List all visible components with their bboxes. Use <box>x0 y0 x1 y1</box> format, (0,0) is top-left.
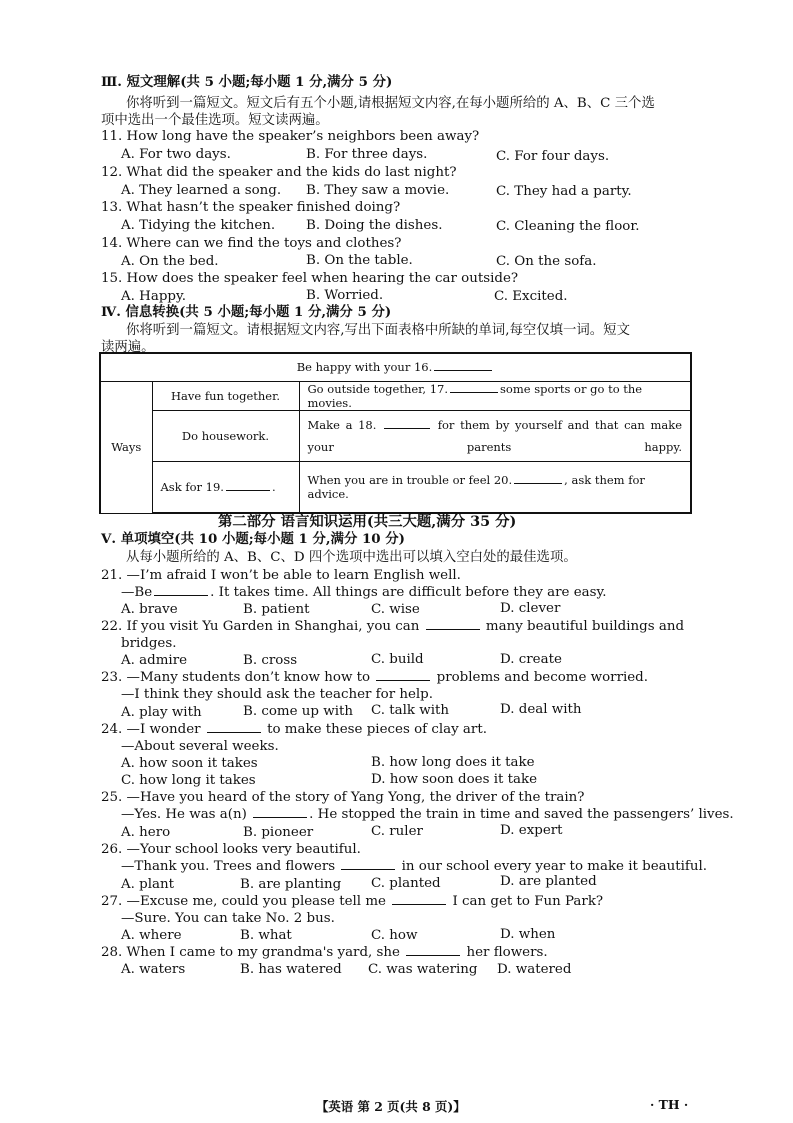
option-a: A. Happy. <box>121 289 187 304</box>
question-27-line1 <box>101 893 603 910</box>
question-stem: 12. What did the speaker and the kids do last night? <box>101 165 457 180</box>
detail-text-pre: Make a 18. <box>307 417 377 432</box>
page-footer: 【英语 第 2 页(共 8 页)】 <box>316 1099 466 1114</box>
line-text-post: her flowers. <box>466 945 548 960</box>
question-24-line2: —About several weeks. <box>121 739 279 754</box>
question-28-line1 <box>101 944 548 961</box>
option-d: D. are planted <box>500 874 597 889</box>
option-b: B. cross <box>243 653 298 668</box>
option-a: A. brave <box>121 602 178 617</box>
line-text-pre: —Be <box>121 585 153 600</box>
line-text-post: problems and become worried. <box>436 670 649 685</box>
option-c: C. talk with <box>371 703 450 718</box>
question-23-line2: —I think they should ask the teacher for help. <box>121 687 434 702</box>
option-d: D. when <box>500 927 556 942</box>
option-a: A. play with <box>121 705 202 720</box>
option-c: C. wise <box>371 602 420 617</box>
option-b: B. what <box>240 928 292 943</box>
way-text-post: . <box>271 479 276 494</box>
section3-instruction-1: 你将听到一篇短文。短文后有五个小题,请根据短文内容,在每小题所给的 A、B、C 三个选 <box>126 96 655 111</box>
option-c: C. how long it takes <box>121 773 256 788</box>
way-cell <box>152 381 299 410</box>
detail-cell <box>299 381 691 410</box>
line-text-pre: 27. —Excuse me, could you please tell me <box>101 894 386 909</box>
answer-blank[interactable] <box>341 868 395 870</box>
way-text: Do housework. <box>181 428 270 443</box>
option-b: B. They saw a movie. <box>306 183 450 198</box>
answer-blank[interactable] <box>253 816 307 818</box>
option-b: B. has watered <box>240 962 342 977</box>
answer-blank[interactable] <box>207 731 261 733</box>
question-25-line1: 25. —Have you heard of the story of Yang Yong, the driver of the train? <box>101 790 585 805</box>
section4-instruction-1: 你将听到一篇短文。请根据短文内容,写出下面表格中所缺的单词,每空仅填一词。短文 <box>126 323 630 338</box>
question-21-line2 <box>121 584 607 601</box>
line-text-pre: —Thank you. Trees and flowers <box>121 859 336 874</box>
detail-text-pre: Go outside together, 17. <box>307 381 448 396</box>
line-text-post: many beautiful buildings and <box>485 619 685 634</box>
section3-heading: Ⅲ. 短文理解(共 5 小题;每小题 1 分,满分 5 分) <box>101 74 393 90</box>
option-b: B. For three days. <box>306 147 428 162</box>
question-25-line2 <box>121 806 734 823</box>
answer-blank-16[interactable] <box>434 369 492 371</box>
line-text-post: to make these pieces of clay art. <box>267 722 487 737</box>
option-c: C. They had a party. <box>496 184 632 199</box>
detail-cell <box>299 461 691 513</box>
option-d: D. create <box>500 652 562 667</box>
answer-blank-18[interactable] <box>384 427 430 429</box>
question-21-line1: 21. —I’m afraid I won’t be able to learn English well. <box>101 568 461 583</box>
line-text-pre: 28. When I came to my grandma's yard, she <box>101 945 400 960</box>
table-header-text: Be happy with your 16. <box>296 360 433 375</box>
answer-blank[interactable] <box>154 594 208 596</box>
option-a: A. where <box>121 928 182 943</box>
option-d: D. expert <box>500 823 563 838</box>
option-c: C. Excited. <box>494 289 568 304</box>
way-cell <box>152 410 299 461</box>
option-a: A. Tidying the kitchen. <box>121 218 276 233</box>
question-23-line1 <box>101 669 648 686</box>
option-a: A. plant <box>121 877 175 892</box>
ways-cell <box>100 381 152 513</box>
answer-blank[interactable] <box>376 679 430 681</box>
section5-instruction: 从每小题所给的 A、B、C、D 四个选项中选出可以填入空白处的最佳选项。 <box>126 550 577 565</box>
answer-blank-20[interactable] <box>514 482 562 484</box>
answer-blank[interactable] <box>426 628 480 630</box>
way-text: Have fun together. <box>170 388 280 403</box>
question-stem: 15. How does the speaker feel when hearing the car outside? <box>101 271 519 286</box>
question-stem: 11. How long have the speaker’s neighbors been away? <box>101 129 480 144</box>
line-text-pre: 24. —I wonder <box>101 722 201 737</box>
option-a: A. how soon it takes <box>121 756 258 771</box>
line-text-pre: 22. If you visit Yu Garden in Shanghai, you can <box>101 619 420 634</box>
option-b: B. patient <box>243 602 310 617</box>
option-b: B. Doing the dishes. <box>306 218 443 233</box>
option-d: D. deal with <box>500 702 582 717</box>
detail-text-post: some sports or go to the movies. <box>307 381 643 410</box>
answer-blank[interactable] <box>392 903 446 905</box>
detail-text-post: for them by yourself and that can make your parents happy. <box>307 417 683 454</box>
line-text-post: in our school every year to make it beautiful. <box>401 859 708 874</box>
page-footer-code: · TH · <box>650 1097 689 1112</box>
question-26-line1: 26. —Your school looks very beautiful. <box>101 842 361 857</box>
way-text-pre: Ask for 19. <box>160 479 224 494</box>
option-d: D. watered <box>497 962 572 977</box>
option-b: B. Worried. <box>306 288 384 303</box>
option-a: A. On the bed. <box>121 254 219 269</box>
section4-heading: Ⅳ. 信息转换(共 5 小题;每小题 1 分,满分 5 分) <box>101 304 392 320</box>
section5-heading: Ⅴ. 单项填空(共 10 小题;每小题 1 分,满分 10 分) <box>101 531 406 547</box>
detail-text-pre: When you are in trouble or feel 20. <box>307 472 513 487</box>
part2-heading: 第二部分 语言知识运用(共三大题,满分 35 分) <box>218 513 517 530</box>
answer-blank[interactable] <box>406 954 460 956</box>
option-b: B. are planting <box>240 877 342 892</box>
option-c: C. ruler <box>371 824 423 839</box>
option-a: A. hero <box>121 825 171 840</box>
detail-text-post: , ask them for advice. <box>307 472 645 501</box>
question-26-line2 <box>121 858 707 875</box>
line-text-pre: 23. —Many students don’t know how to <box>101 670 371 685</box>
line-text-post: . He stopped the train in time and saved the passengers’ lives. <box>309 807 734 822</box>
option-a: A. For two days. <box>121 147 231 162</box>
question-22-line1 <box>101 618 691 635</box>
option-a: A. They learned a song. <box>121 183 282 198</box>
info-table <box>99 352 692 514</box>
option-d: D. how soon does it take <box>371 772 538 787</box>
question-22-line2: bridges. <box>121 636 177 651</box>
section3-instruction-2: 项中选出一个最佳选项。短文读两遍。 <box>101 113 329 128</box>
question-stem: 14. Where can we find the toys and clothes? <box>101 236 402 251</box>
line-text-post: . It takes time. All things are difficult before they are easy. <box>210 585 607 600</box>
table-header-cell <box>100 353 691 381</box>
option-c: C. planted <box>371 876 441 891</box>
option-c: C. On the sofa. <box>496 254 597 269</box>
option-b: B. pioneer <box>243 825 314 840</box>
option-a: A. waters <box>121 962 186 977</box>
section4-instruction-2: 读两遍。 <box>101 340 155 355</box>
option-b: B. come up with <box>243 704 353 719</box>
answer-blank-19[interactable] <box>226 489 270 491</box>
option-a: A. admire <box>121 653 188 668</box>
line-text-post: I can get to Fun Park? <box>452 894 604 909</box>
detail-cell <box>299 410 691 461</box>
question-27-line2: —Sure. You can take No. 2 bus. <box>121 911 335 926</box>
ways-label: Ways <box>111 440 142 454</box>
option-c: C. For four days. <box>496 149 610 164</box>
detail-paragraph <box>308 414 683 458</box>
question-24-line1 <box>101 721 487 738</box>
option-b: B. On the table. <box>306 253 413 268</box>
option-d: D. clever <box>500 601 561 616</box>
answer-blank-17[interactable] <box>450 391 498 393</box>
way-cell <box>152 461 299 513</box>
option-c: C. build <box>371 652 424 667</box>
option-c: C. how <box>371 928 418 943</box>
option-b: B. how long does it take <box>371 755 535 770</box>
line-text-pre: —Yes. He was a(n) <box>121 807 247 822</box>
option-c: C. Cleaning the floor. <box>496 219 640 234</box>
option-c: C. was watering <box>368 962 478 977</box>
question-stem: 13. What hasn’t the speaker finished doing? <box>101 200 401 215</box>
